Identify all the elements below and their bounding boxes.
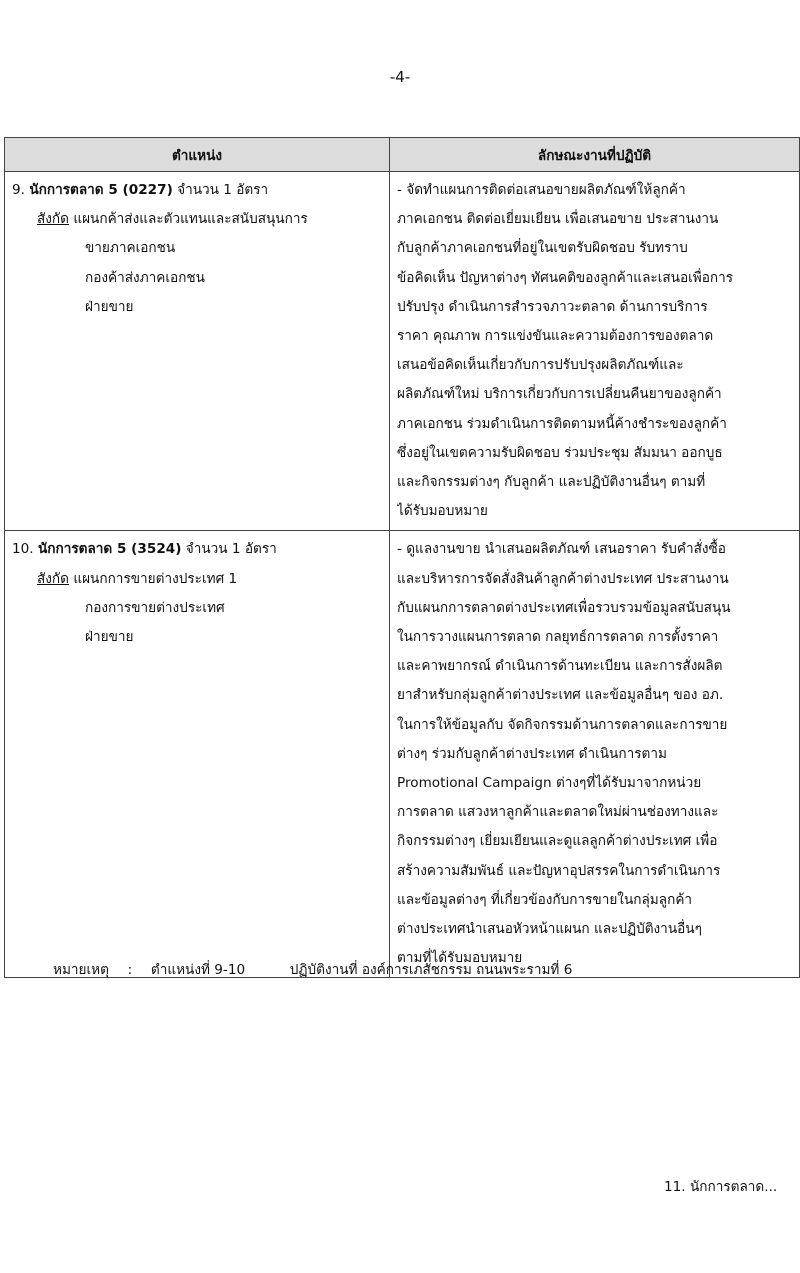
position-number: 10. [12,541,34,558]
position-number: 9. [12,182,25,198]
duty-line: การตลาด แสวงหาลูกค้าและตลาดใหม่ผ่านช่องทางและ [397,804,719,821]
continuation-text: 11. นักการตลาด... [664,1179,778,1195]
duty-line: - จัดทำแผนการติดต่อเสนอขายผลิตภัณฑ์ให้ลูกค้า [397,182,686,198]
position-quantity: จำนวน 1 อัตรา [177,182,269,198]
duty-line: ราคา คุณภาพ การแข่งขันและความต้องการของตลาด [397,328,714,345]
duty-line: และข้อมูลต่างๆ ที่เกี่ยวข้องกับการขายในกลุ่มลูกค้า [397,891,693,908]
affiliation-line [12,623,383,652]
duty-line: ข้อคิดเห็น ปัญหาต่างๆ ทัศนคติของลูกค้าและเสนอเพื่อการ [397,269,734,286]
duty-line: กับลูกค้าภาคเอกชนที่อยู่ในเขตรับผิดชอบ รับทราบ [397,240,688,257]
affiliation-line [12,234,383,263]
affiliation-line [12,264,383,293]
duty-line: ภาคเอกชน ติดต่อเยี่ยมเยียน เพื่อเสนอขาย ประสานงาน [397,211,719,228]
duty-line: ได้รับมอบหมาย [397,503,488,520]
position-heading [12,176,383,205]
note-location: ปฏิบัติงานที่ องค์การเภสัชกรรม ถนนพระรามที่ 6 [289,962,573,978]
position-cell [5,172,390,531]
duty-line: ในการวางแผนการตลาด กลยุทธ์การตลาด การตั้งราคา [397,629,719,646]
affiliation-line [12,293,383,322]
header-position: ตำแหน่ง [5,138,390,172]
table-header-row [5,138,800,172]
position-title: นักการตลาด 5 (0227) [29,182,173,198]
position-heading [12,535,383,564]
duty-line: กับแผนกการตลาดต่างประเทศเพื่อรวบรวมข้อมูลสนับสนุน [397,599,731,616]
duty-line: ซึ่งอยู่ในเขตความรับผิดชอบ ร่วมประชุม สัมมนา ออกบูธ [397,444,723,461]
job-positions-table [4,137,800,978]
table-row [5,531,800,978]
affiliation-unit: กองค้าส่งภาคเอกชน [85,269,205,286]
duty-line: และบริหารการจัดสั่งสินค้าลูกค้าต่างประเทศ ประสานงาน [397,570,729,587]
duty-line: ตามที่ได้รับมอบหมาย [397,950,523,967]
affiliation-unit: ฝ่ายขาย [85,629,134,646]
affiliation-unit: ขายภาคเอกชน [85,240,176,257]
note-separator: : [127,962,133,978]
duty-line: และกิจกรรมต่างๆ กับลูกค้า และปฏิบัติงานอื่นๆ ตามที่ [397,474,706,491]
header-duties: ลักษณะงานที่ปฏิบัติ [390,138,800,172]
position-quantity: จำนวน 1 อัตรา [185,541,277,558]
duty-line: Promotional Campaign ต่างๆที่ได้รับมาจากหน่วย [397,775,702,792]
duty-line: ปรับปรุง ดำเนินการสำรวจภาวะตลาด ด้านการบริการ [397,298,708,315]
duty-line: - ดูแลงานขาย นำเสนอผลิตภัณฑ์ เสนอราคา รับคำสั่งซื้อ [397,541,726,558]
affiliation-unit: ฝ่ายขาย [85,298,134,315]
affiliation-unit: แผนกการขายต่างประเทศ 1 [73,570,238,587]
position-cell [5,531,390,978]
duty-line: และคาพยากรณ์ ดำเนินการด้านทะเบียน และการสั่งผลิต [397,658,723,675]
duty-line: ในการให้ข้อมูลกับ จัดกิจกรรมด้านการตลาดและการขาย [397,716,728,733]
duty-line: ต่างๆ ร่วมกับลูกค้าต่างประเทศ ดำเนินการตาม [397,745,667,762]
duties-cell [390,172,800,531]
footnote [53,958,572,980]
duty-line: กิจกรรมต่างๆ เยี่ยมเยียนและดูแลลูกค้าต่างประเทศ เพื่อ [397,833,718,850]
duties-cell [390,531,800,978]
affiliation-label: สังกัด [37,211,69,228]
duty-line: สร้างความสัมพันธ์ และปัญหาอุปสรรคในการดำเนินการ [397,862,721,879]
affiliation-line [12,594,383,623]
affiliation-line [12,565,383,594]
note-positions: ตำแหน่งที่ 9-10 [150,962,246,978]
affiliation-line [12,205,383,234]
duty-line: ยาสำหรับกลุ่มลูกค้าต่างประเทศ และข้อมูลอื่นๆ ของ อภ. [397,687,724,704]
page-number: -4- [389,68,411,86]
table-row [5,172,800,531]
duty-line: ผลิตภัณฑ์ใหม่ บริการเกี่ยวกับการเปลี่ยนคืนยาของลูกค้า [397,386,722,403]
note-label: หมายเหตุ [53,962,109,978]
affiliation-label: สังกัด [37,570,69,587]
duty-line: ต่างประเทศนำเสนอหัวหน้าแผนก และปฏิบัติงานอื่นๆ [397,921,702,938]
affiliation-unit: กองการขายต่างประเทศ [85,599,225,616]
affiliation-unit: แผนกค้าส่งและตัวแทนและสนับสนุนการ [73,211,308,228]
duty-line: เสนอข้อคิดเห็นเกี่ยวกับการปรับปรุงผลิตภัณฑ์และ [397,357,684,374]
position-title: นักการตลาด 5 (3524) [37,541,182,558]
duty-line: ภาคเอกชน ร่วมดำเนินการติดตามหนี้ค้างชำระของลูกค้า [397,415,727,432]
